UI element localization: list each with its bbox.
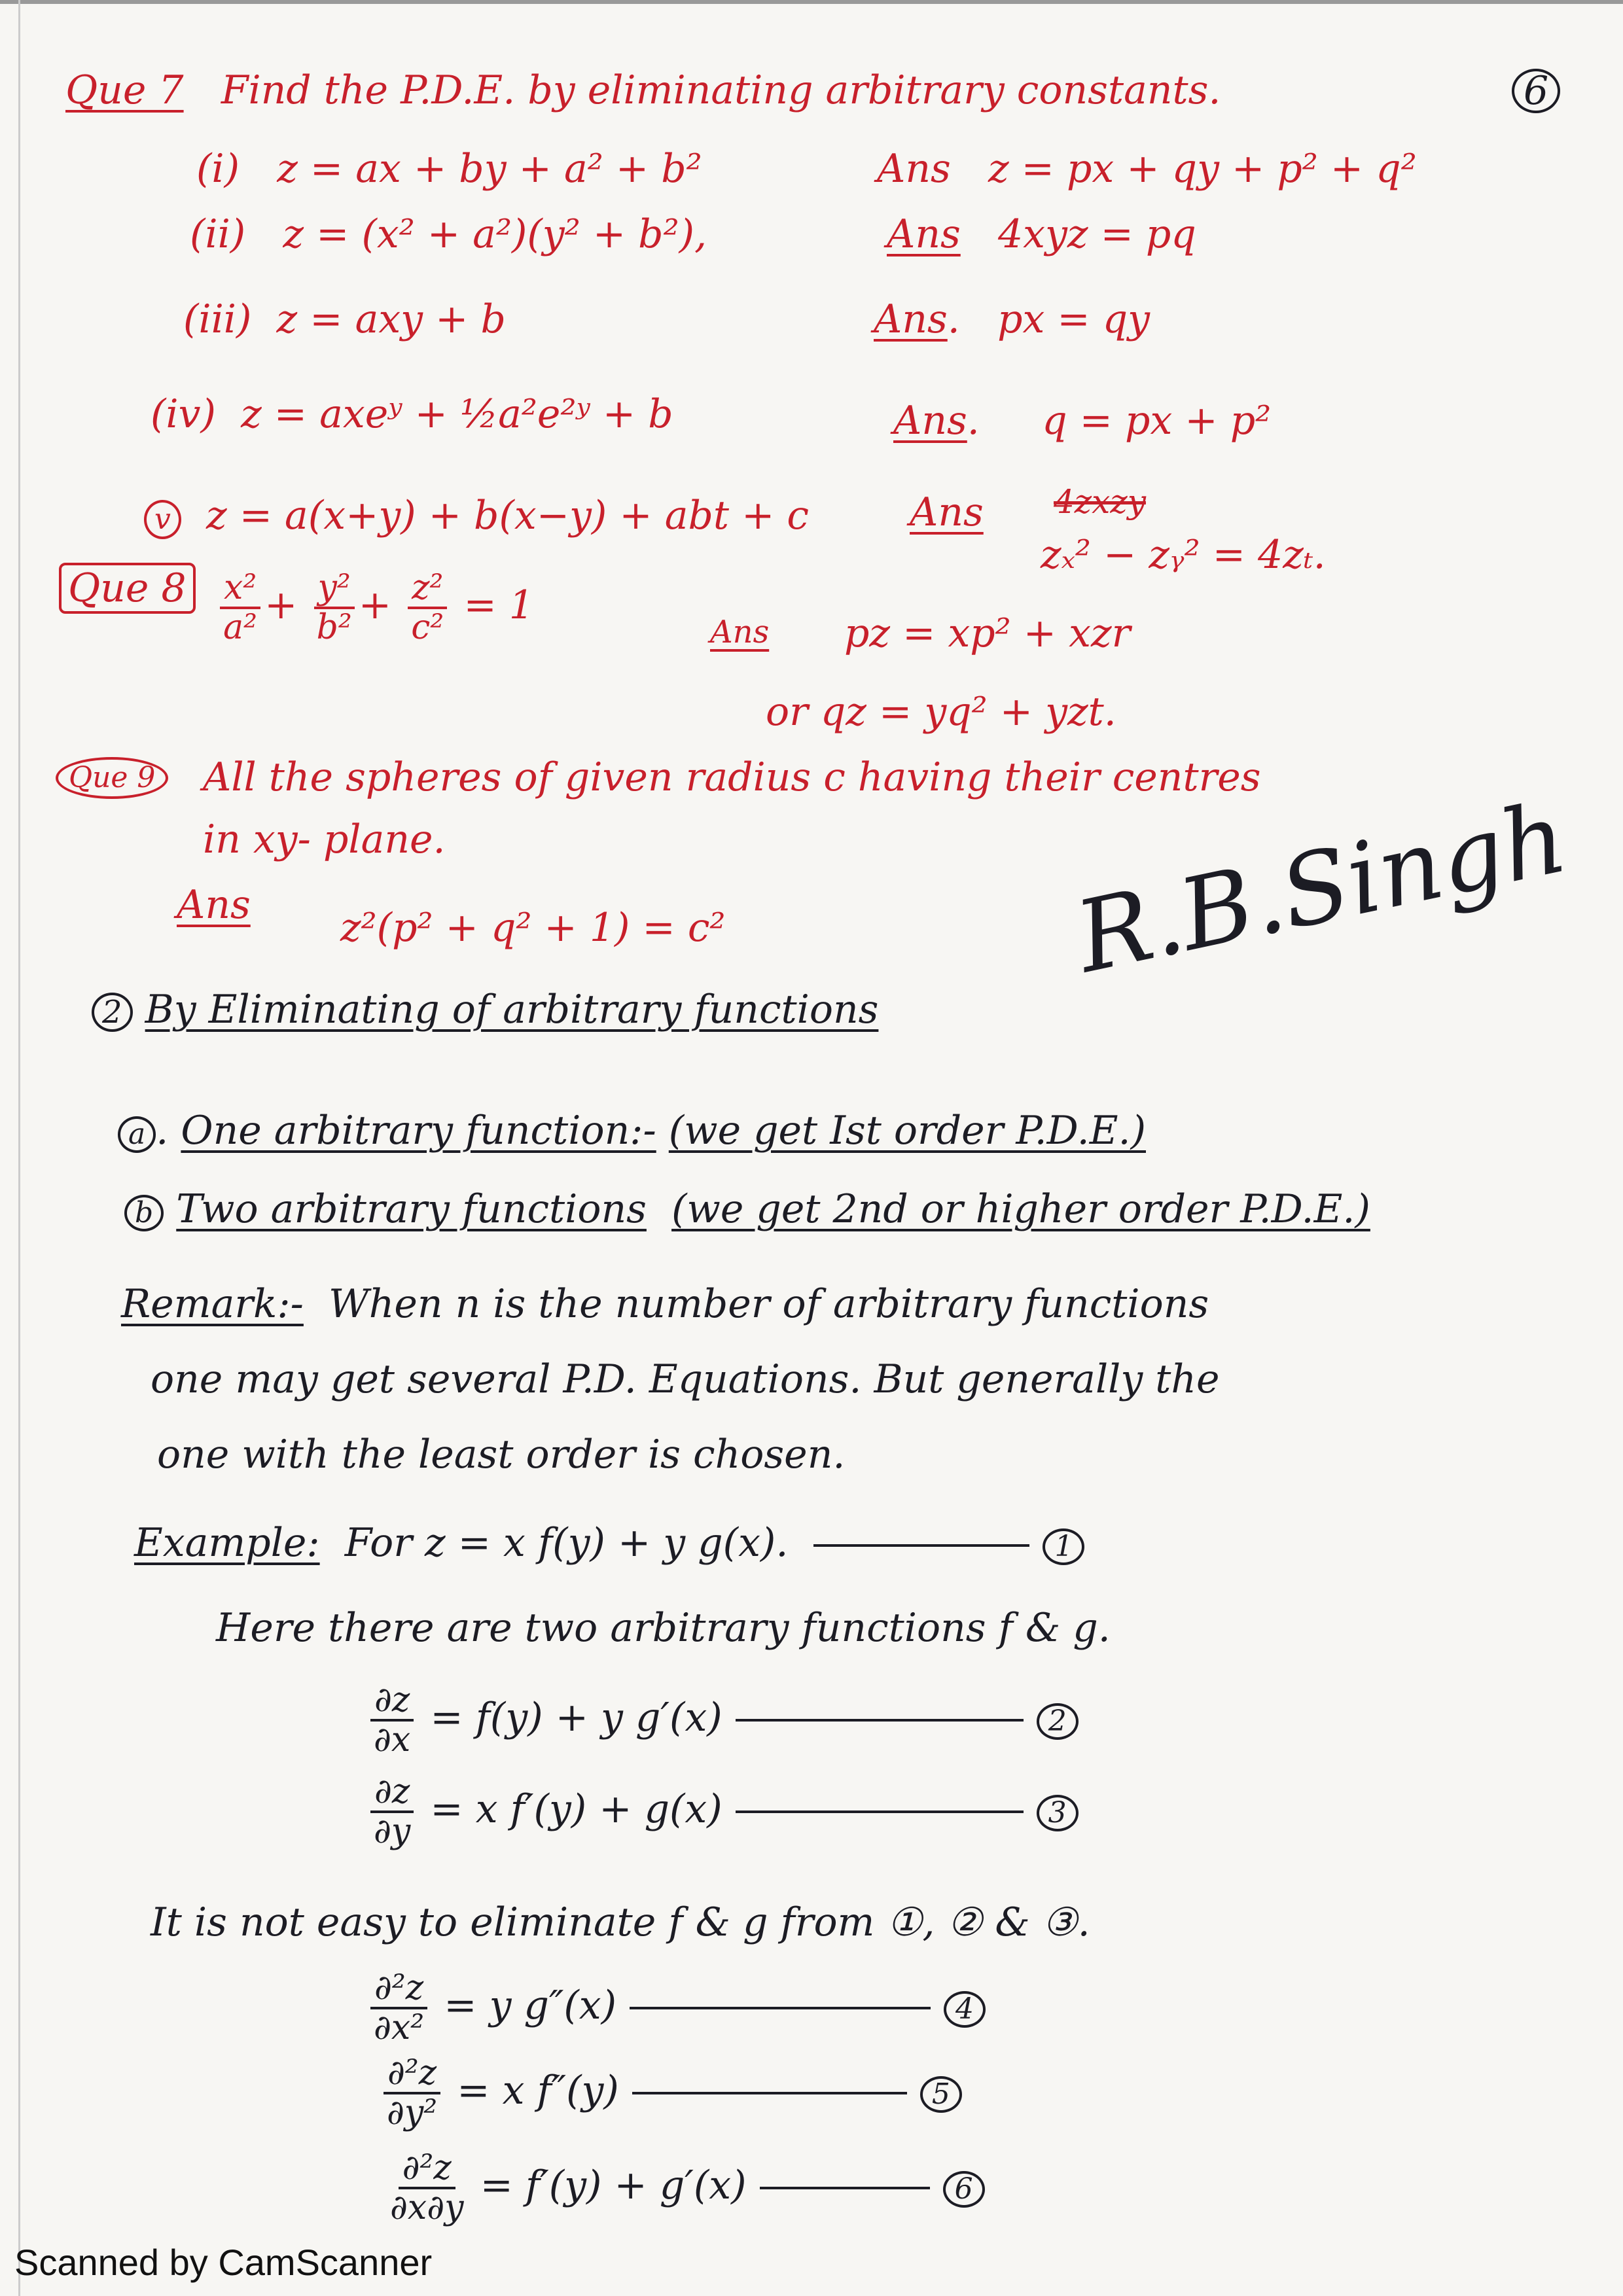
- q9-ans-label: Ans: [177, 882, 251, 928]
- scanner-watermark: Scanned by CamScanner: [14, 2242, 433, 2283]
- here-line: Here there are two arbitrary functions f & g.: [216, 1605, 1111, 1651]
- q7-answer-5: zₓ² − zᵧ² = 4zₜ.: [1041, 532, 1326, 578]
- q7-answer-3: Ans. px = qy: [874, 296, 1150, 342]
- q7-answer-2: Ans 4xyz = pq: [887, 211, 1196, 257]
- q9-line-2: in xy- plane.: [203, 817, 446, 862]
- page-number: 6: [1512, 69, 1560, 113]
- q8-answer-2: or qz = yq² + yzt.: [766, 689, 1116, 735]
- section-2-title: 2 By Eliminating of arbitrary functions: [92, 988, 878, 1032]
- q7-answer-1: Ans z = px + qy + p² + q²: [877, 146, 1417, 192]
- case-a: a . One arbitrary function:- (we get Ist order P.D.E.): [118, 1109, 1146, 1153]
- q7-item-5: v z = a(x+y) + b(x−y) + abt + c: [144, 494, 809, 539]
- scan-edge: [0, 0, 1623, 4]
- q8-answer-1: pz = xp² + xzr: [844, 610, 1131, 656]
- scan-margin: [18, 0, 20, 2296]
- q7-answer-5-struck: 4zxzy: [1054, 483, 1146, 521]
- remark-line-3: one with the least order is chosen.: [157, 1432, 846, 1477]
- q7-header: [65, 69, 1221, 112]
- q7-answer-4: Ans. q = px + p²: [893, 398, 1272, 444]
- not-easy-line: It is not easy to eliminate f & g from ①, ② & ③.: [151, 1899, 1090, 1945]
- q7-item-3: (iii) z = axy + b: [183, 296, 506, 342]
- remark-line-2: one may get several P.D. Equations. But generally the: [151, 1356, 1220, 1402]
- q8-ans-label: Ans: [710, 614, 770, 650]
- remark-line-1: Remark:- When n is the number of arbitrary functions: [121, 1281, 1209, 1327]
- q7-item-2: (ii) z = (x² + a²)(y² + b²),: [190, 211, 707, 257]
- q7-answer-5-label: Ans: [910, 489, 984, 535]
- equation-2: $\frac{\partial z}{\partial x}$ = f(y) + y g′(x) 2: [366, 1682, 1079, 1759]
- example-line: Example: For z = x f(y) + y g(x). 1: [134, 1521, 1084, 1565]
- q9-label: Que 9: [56, 752, 168, 799]
- q9-answer: z²(p² + q² + 1) = c²: [340, 905, 726, 951]
- case-b: b Two arbitrary functions (we get 2nd or higher order P.D.E.): [124, 1188, 1370, 1231]
- equation-4: $\frac{\text{∂²z}}{\text{∂x²}}$ = y g″(x) 4: [366, 1969, 986, 2047]
- signature: R.B.Singh: [1067, 781, 1577, 995]
- q9-line-1: All the spheres of given radius c having their centres: [203, 754, 1261, 800]
- equation-3: $\frac{\partial z}{\partial y}$ = x f′(y) + g(x) 3: [366, 1773, 1079, 1850]
- q7-title: Find the P.D.E. by eliminating arbitrary constants.: [221, 67, 1221, 113]
- q7-item-4: (iv) z = axeʸ + ½a²e²ʸ + b: [151, 391, 673, 437]
- q7-item-1: (i) z = ax + by + a² + b²: [196, 146, 702, 192]
- q8-equation: $\frac{\text{x²}}{\text{a²}}$ + $\frac{\text{y²}}{\text{b²}}$ + $\frac{\text{z²}}{\text{c²}}$ = 1: [216, 569, 534, 646]
- q7-label: Que 7: [65, 67, 184, 113]
- equation-6: $\frac{\text{∂²z}}{\partial x\partial y}$ = f′(y) + g′(x) 6: [386, 2149, 985, 2227]
- equation-5: $\frac{\text{∂²z}}{\text{∂y²}}$ = x f″(y) 5: [380, 2055, 962, 2132]
- q8-label: Que 8: [59, 563, 196, 614]
